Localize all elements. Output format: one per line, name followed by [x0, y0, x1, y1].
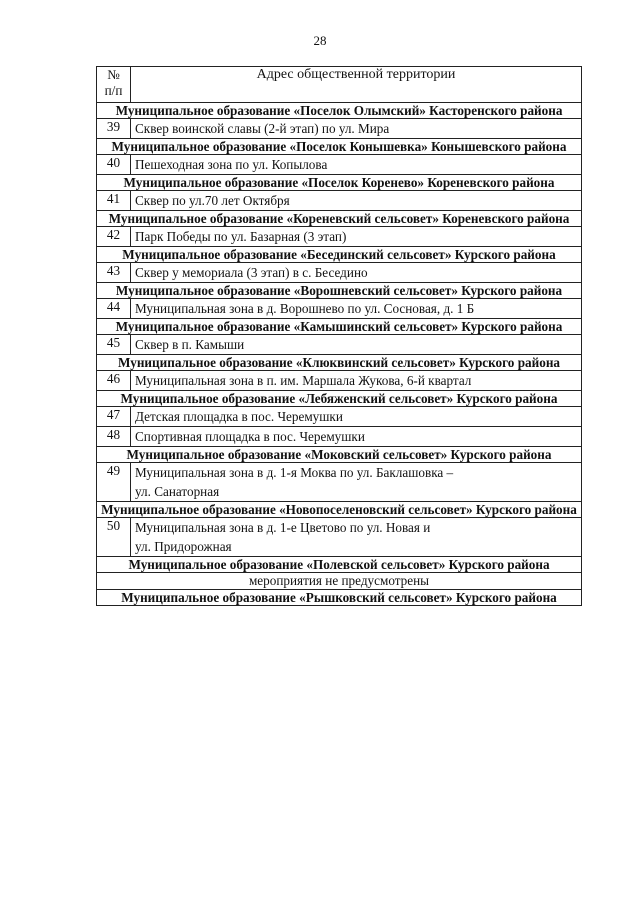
row-address: [131, 227, 582, 247]
header-address: Адрес общественной территории: [131, 67, 582, 103]
row-number: 48: [97, 427, 131, 447]
section-row: [97, 590, 582, 606]
table-row: [97, 227, 582, 247]
row-number: 39: [97, 119, 131, 139]
section-row: [97, 175, 582, 191]
row-number: 41: [97, 191, 131, 211]
section-title: Муниципальное образование «Новопоселеновский сельсовет» Курского района: [97, 502, 582, 518]
row-number: 43: [97, 263, 131, 283]
address-line: Муниципальная зона в д. 1-е Цветово по ул. Новая и: [135, 520, 431, 535]
address-line: Сквер воинской славы (2-й этап) по ул. Мира: [135, 121, 390, 136]
row-address: [131, 299, 582, 319]
table-row: [97, 119, 582, 139]
header-number: [97, 67, 131, 103]
section-row: [97, 283, 582, 299]
table-row: [97, 155, 582, 175]
section-row: [97, 211, 582, 227]
table-row: [97, 371, 582, 391]
section-row: [97, 139, 582, 155]
address-line: Муниципальная зона в п. им. Маршала Жукова, 6-й квартал: [135, 373, 472, 388]
row-address: [131, 427, 582, 447]
table-row: [97, 191, 582, 211]
row-address: [131, 371, 582, 391]
section-row: [97, 557, 582, 573]
table-row: [97, 407, 582, 427]
address-line: Пешеходная зона по ул. Копылова: [135, 157, 328, 172]
row-address: [131, 191, 582, 211]
table-row: [97, 463, 582, 502]
row-number: 45: [97, 335, 131, 355]
page-number: 28: [313, 33, 327, 48]
row-address: [131, 407, 582, 427]
address-line: Сквер у мемориала (3 этап) в с. Беседино: [135, 265, 368, 280]
section-title: Муниципальное образование «Клюквинский сельсовет» Курского района: [97, 355, 582, 371]
section-title: Муниципальное образование «Кореневский сельсовет» Кореневского района: [97, 211, 582, 227]
section-title: Муниципальное образование «Ворошневский сельсовет» Курского района: [97, 283, 582, 299]
section-title: Муниципальное образование «Поселок Конышевка» Конышевского района: [97, 139, 582, 155]
section-title: Муниципальное образование «Камышинский сельсовет» Курского района: [97, 319, 582, 335]
section-row: [97, 103, 582, 119]
row-address: [131, 463, 582, 502]
address-line: Детская площадка в пос. Черемушки: [135, 409, 343, 424]
row-number: 44: [97, 299, 131, 319]
section-title: Муниципальное образование «Моковский сельсовет» Курского района: [97, 447, 582, 463]
section-row: [97, 355, 582, 371]
address-line: Муниципальная зона в д. Ворошнево по ул. Сосновая, д. 1 Б: [135, 301, 475, 316]
note-row: [97, 573, 582, 590]
address-line: ул. Придорожная: [135, 539, 232, 554]
address-line: Муниципальная зона в д. 1-я Моква по ул. Баклашовка –: [135, 465, 454, 480]
address-line: Сквер в п. Камыши: [135, 337, 245, 352]
section-row: [97, 447, 582, 463]
row-address: [131, 263, 582, 283]
section-row: [97, 502, 582, 518]
row-number: 46: [97, 371, 131, 391]
table-row: [97, 335, 582, 355]
section-title: Муниципальное образование «Поселок Олымский» Касторенского района: [97, 103, 582, 119]
address-line: Спортивная площадка в пос. Черемушки: [135, 429, 365, 444]
section-title: Муниципальное образование «Бесединский сельсовет» Курского района: [97, 247, 582, 263]
row-number: 49: [97, 463, 131, 502]
section-title: Муниципальное образование «Лебяженский сельсовет» Курского района: [97, 391, 582, 407]
table-row: [97, 263, 582, 283]
note-text: мероприятия не предусмотрены: [97, 573, 582, 590]
row-number: 40: [97, 155, 131, 175]
row-address: [131, 119, 582, 139]
address-line: Парк Победы по ул. Базарная (3 этап): [135, 229, 347, 244]
section-title: Муниципальное образование «Поселок Коренево» Кореневского района: [97, 175, 582, 191]
table-header-row: [97, 67, 582, 103]
row-number: 50: [97, 518, 131, 557]
row-address: [131, 155, 582, 175]
row-number: 47: [97, 407, 131, 427]
row-address: [131, 335, 582, 355]
header-number-text: № п/п: [104, 67, 123, 98]
section-row: [97, 391, 582, 407]
table-row: [97, 299, 582, 319]
table-row: [97, 427, 582, 447]
address-line: Сквер по ул.70 лет Октября: [135, 193, 290, 208]
section-title: Муниципальное образование «Полевской сельсовет» Курского района: [97, 557, 582, 573]
row-address: [131, 518, 582, 557]
section-row: [97, 319, 582, 335]
section-title: Муниципальное образование «Рышковский сельсовет» Курского района: [97, 590, 582, 606]
section-row: [97, 247, 582, 263]
table-row: [97, 518, 582, 557]
row-number: 42: [97, 227, 131, 247]
territory-table: [96, 66, 582, 606]
address-line: ул. Санаторная: [135, 484, 220, 499]
